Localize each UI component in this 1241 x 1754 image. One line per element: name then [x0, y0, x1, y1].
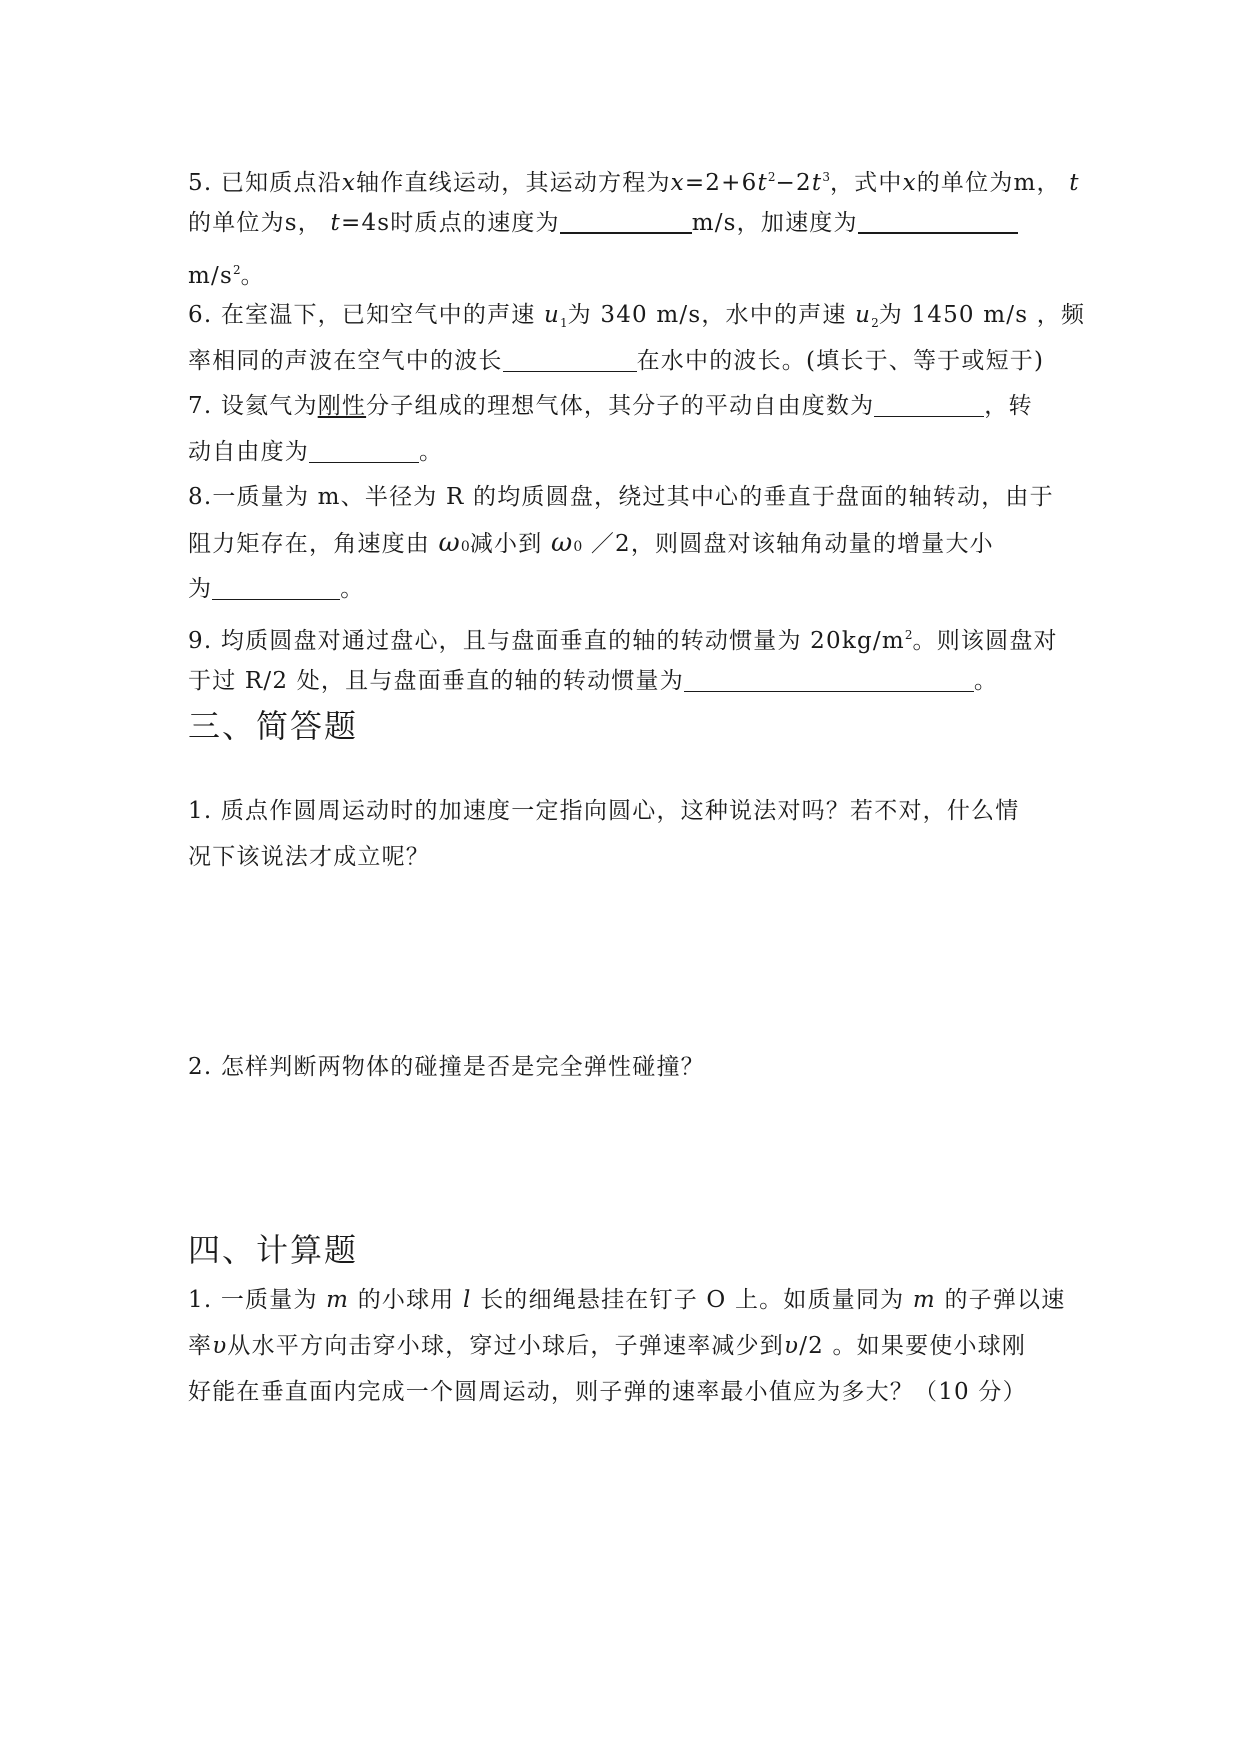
q7-line-2: 动自由度为 。 [188, 439, 444, 465]
q7-translational-dof-blank[interactable] [874, 392, 984, 417]
q5-velocity-blank[interactable] [560, 208, 692, 234]
q6-number: 6. [188, 302, 213, 328]
q7-rotational-dof-blank[interactable] [309, 438, 419, 463]
q6-line-1: 6. 在室温下，已知空气中的声速 $u_1$为 340 m/s，水中的声速 $u_2$为 1450 m/s ，频 [188, 302, 1086, 330]
q5-line-1: 5. 已知质点沿x轴作直线运动，其运动方程为$x=2+6t^2-2t^3$，式中x的单位为m， t [188, 170, 1080, 196]
q8-line-2: 阻力矩存在，角速度由 ω0减小到 ω0 ／2，则圆盘对该轴角动量的增量大小 [188, 528, 994, 558]
q5-line-3: $m/s^2$。 [188, 263, 265, 289]
q8-line-1: 8.一质量为 m、半径为 R 的均质圆盘，绕过其中心的垂直于盘面的轴转动，由于 [188, 484, 1054, 510]
s3-q1-line-1: 1. 质点作圆周运动时的加速度一定指向圆心，这种说法对吗？若不对，什么情 [188, 798, 1020, 824]
q5-number: 5. [188, 170, 213, 196]
q9-line-1: 9. 均质圆盘对通过盘心，且与盘面垂直的轴的转动惯量为 $20kg/m^2$。则该圆盘对 [188, 628, 1058, 654]
q5-line-2: 的单位为s， t=4s时质点的速度为 m/s，加速度为 [188, 208, 1018, 238]
s4-q1-line-3: 好能在垂直面内完成一个圆周运动，则子弹的速率最小值应为多大？（10 分） [188, 1379, 1027, 1405]
s3-q1-line-2: 况下该说法才成立呢？ [188, 844, 430, 870]
q9-number: 9. [188, 628, 213, 654]
q8-line-3: 为 。 [188, 576, 365, 602]
q6-line-2: 率相同的声波在空气中的波长 在水中的波长。(填长于、等于或短于) [188, 348, 1045, 374]
q9-line-2: 于过 R/2 处，且与盘面垂直的轴的转动惯量为 。 [188, 668, 999, 694]
q5-acceleration-blank[interactable] [858, 208, 1018, 234]
q7-number: 7. [188, 393, 213, 419]
s4-q1-line-2: 率υ从水平方向击穿小球，穿过小球后，子弹速率减少到υ/2 。如果要使小球刚 [188, 1333, 1027, 1359]
omega-symbol: ω [438, 528, 461, 558]
q7-line-1: 7. 设氦气为刚性分子组成的理想气体，其分子的平动自由度数为 ，转 [188, 393, 1033, 419]
q8-number: 8. [188, 484, 213, 510]
s4-q1-line-1: 1. 一质量为 m 的小球用 l 长的细绳悬挂在钉子 O 上。如质量同为 m 的子弹以速 [188, 1287, 1066, 1313]
omega-symbol: ω [550, 528, 574, 558]
q9-moment-of-inertia-blank[interactable] [684, 667, 974, 692]
q8-angular-momentum-blank[interactable] [212, 575, 340, 600]
q6-wavelength-blank[interactable] [503, 347, 637, 372]
section-4-title: 四、计算题 [188, 1231, 359, 1269]
s3-q2-line-1: 2. 怎样判断两物体的碰撞是否是完全弹性碰撞？ [188, 1054, 705, 1080]
section-3-title: 三、简答题 [188, 707, 359, 745]
